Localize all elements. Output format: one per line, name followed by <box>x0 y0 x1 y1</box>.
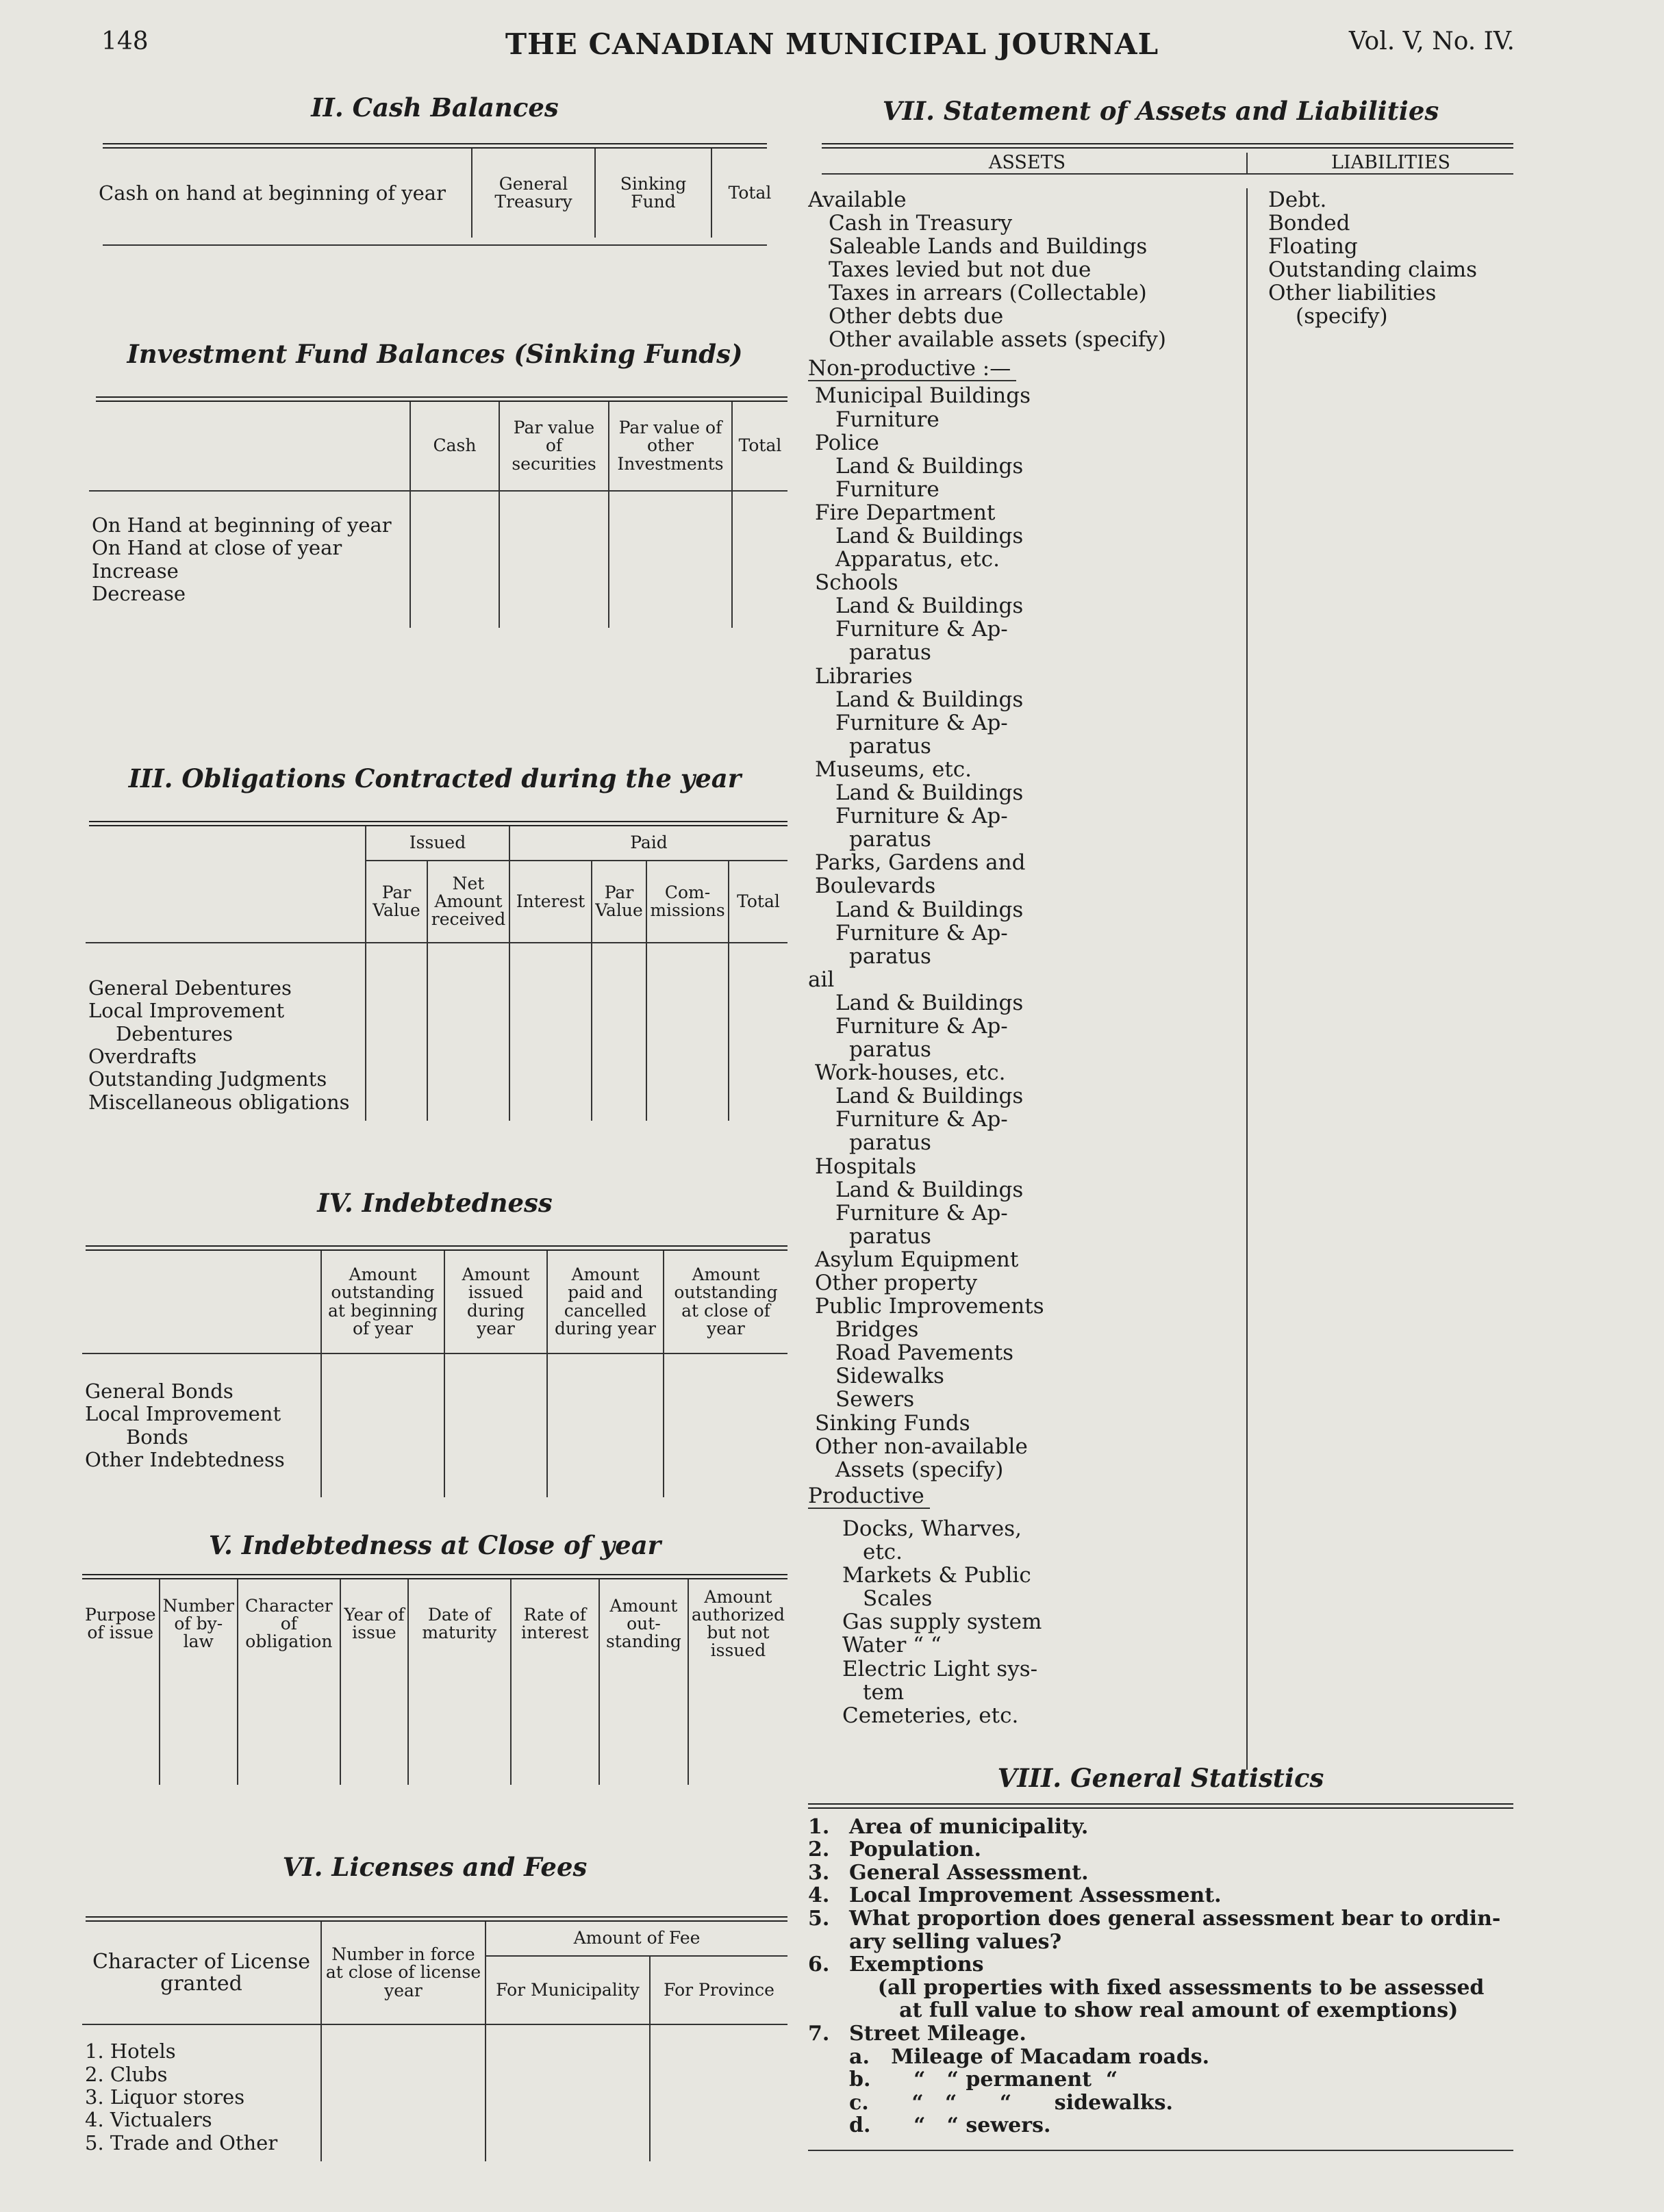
nonproductive-item: Sinking Funds <box>815 1410 970 1436</box>
page-number: 148 <box>101 27 149 55</box>
left-column <box>82 82 787 2161</box>
section-licenses-fees <box>82 1852 787 2161</box>
col-par-other: Par value of other Investments <box>609 402 732 491</box>
nonproductive-item: Police <box>815 430 879 455</box>
col-total: Total <box>738 435 782 456</box>
statistic-number: 4. <box>808 1883 830 1908</box>
nonproductive-item: Assets (specify) <box>835 1457 1004 1482</box>
col-province: For Province <box>664 1979 774 2000</box>
assets-liabilities-body <box>808 175 1513 1770</box>
nonproductive-item: Bridges <box>835 1317 919 1343</box>
section-title: III. Obligations Contracted during the year <box>128 763 742 793</box>
cash-balances-table <box>96 149 787 238</box>
statistic-number <box>808 2068 849 2092</box>
statistic-text: a. Mileage of Macadam roads. <box>849 2044 1210 2069</box>
col-outstanding: Amount out- standing <box>599 1579 688 1668</box>
nonproductive-item: Public Improvements <box>815 1294 1044 1319</box>
nonproductive-item: Land & Buildings <box>835 990 1024 1015</box>
section-obligations <box>82 763 787 1174</box>
statistic-item <box>808 1999 1513 2022</box>
row-labels: 1. Hotels 2. Clubs 3. Liquor stores 4. Victualers 5. Trade and Other <box>82 2024 321 2161</box>
col-par-value: Par Value <box>366 861 427 943</box>
col-issued: Amount issued during year <box>444 1251 547 1353</box>
group-fee: Amount of Fee <box>486 1922 787 1956</box>
nonproductive-list <box>808 384 1246 1481</box>
col-maturity: Date of maturity <box>408 1579 510 1668</box>
col-outstanding-close: Amount outstanding at close of year <box>674 1264 778 1338</box>
row-labels: General Bonds Local Improvement Bonds Other Indebtedness <box>82 1353 321 1497</box>
statistic-item <box>808 2046 1513 2069</box>
col-general-treasury: General Treasury <box>472 149 595 238</box>
statistic-number: 7. <box>808 2022 830 2046</box>
section-assets-liabilities <box>808 96 1513 1770</box>
row-labels: On Hand at beginning of year On Hand at close of year Increase Decrease <box>89 491 410 628</box>
nonproductive-item: Other non-available <box>815 1434 1028 1459</box>
statistic-text: d. “ “ sewers. <box>849 2113 1051 2138</box>
col-outstanding-beginning: Amount outstanding at beginning of year <box>321 1251 444 1353</box>
col-paid-cancelled: Amount paid and cancelled during year <box>547 1251 664 1353</box>
nonproductive-item: Land & Buildings <box>835 1084 1024 1109</box>
nonproductive-item: paratus <box>849 1037 931 1063</box>
nonproductive-item: Furniture & Ap- <box>835 710 1008 735</box>
section-indebtedness-close <box>82 1530 787 1845</box>
col-character: Character of License granted <box>82 1922 321 2024</box>
assets-liabilities-header <box>808 149 1513 173</box>
col-par-securities: Par value of securities <box>499 402 609 491</box>
investment-fund-table <box>89 402 787 628</box>
statistic-item <box>808 1838 1513 1861</box>
nonproductive-item: Land & Buildings <box>835 453 1024 479</box>
productive-item: Markets & Public <box>842 1563 1031 1588</box>
statistic-text: Exemptions <box>849 1953 984 1977</box>
nonproductive-item: Municipal Buildings <box>815 383 1031 409</box>
statistic-number: 2. <box>808 1838 830 1862</box>
nonproductive-item: paratus <box>849 1223 931 1249</box>
nonproductive-item: Furniture & Ap- <box>835 920 1008 945</box>
col-total: Total <box>728 182 772 203</box>
statistic-number <box>808 2046 849 2069</box>
statistic-text: at full value to show real amount of exemptions) <box>849 1998 1459 2023</box>
statistic-item <box>808 2022 1513 2046</box>
statistic-text: Street Mileage. <box>849 2022 1026 2046</box>
section-indebtedness <box>82 1188 787 1530</box>
statistic-number <box>808 2092 849 2115</box>
nonproductive-item: Land & Buildings <box>835 594 1024 619</box>
section-general-statistics <box>808 1763 1513 2151</box>
row-label: Cash on hand at beginning of year <box>96 149 472 238</box>
nonproductive-item: Road Pavements <box>835 1340 1014 1366</box>
nonproductive-item: Furniture & Ap- <box>835 1013 1008 1039</box>
nonproductive-item: Furniture & Ap- <box>835 617 1008 642</box>
col-character: Character of obligation <box>238 1579 340 1668</box>
nonproductive-item: paratus <box>849 827 931 852</box>
section-title: VIII. General Statistics <box>997 1762 1324 1793</box>
nonproductive-item: Museums, etc. <box>815 757 972 782</box>
statistic-number <box>808 1931 849 1954</box>
productive-item: Water “ “ <box>842 1633 942 1658</box>
general-statistics-list <box>808 1816 1513 2137</box>
col-par-value-paid: Par Value <box>592 861 646 943</box>
nonproductive-item: Sewers <box>835 1387 915 1412</box>
nonproductive-item: paratus <box>849 733 931 759</box>
assets-list: Available Cash in Treasury Saleable Lands and Buildings Taxes levied but not due Taxes in arrears (Collectable) Other debts due Other available assets (specify) Non-productive :— Municipal Buildings Furniture Police Land & Buildings Furniture Fire Department Land & Buildings Apparatus, etc. Schools Land & Buildings Furniture & Ap- paratus Libraries Land & Buildings Furniture & Ap- paratus Museums, etc. Land & Buildings Furniture & Ap- paratus Parks, Gardens and Boulevards Land & Buildings Furniture & Ap- paratus ail Land & Buildings Furniture & Ap- paratus Work-houses, etc. Land & Buildings Furniture & Ap- paratus Hospitals Land & Buildings Furniture & Ap- paratus Asylum Equipment Other property Public Improvements Bridges Road Pavements Sidewalks Sewers Sinking Funds Other non-available Assets (specify) Productive Docks, Wharves, etc. Markets & Public Scales Gas supply system Water “ “ Electric Light sys- tem Cemeteries, etc. <box>808 188 1248 1770</box>
nonproductive-item: Land & Buildings <box>835 687 1024 712</box>
section-title: II. Cash Balances <box>311 92 559 123</box>
group-paid: Paid <box>630 832 668 853</box>
statistic-item <box>808 1907 1513 1931</box>
col-interest: Interest <box>509 861 592 943</box>
statistic-number: 1. <box>808 1814 830 1839</box>
productive-item: etc. <box>863 1540 903 1565</box>
nonproductive-item: Furniture <box>835 407 940 432</box>
nonproductive-item: Land & Buildings <box>835 524 1024 548</box>
col-sinking-fund: Sinking Fund <box>595 149 711 238</box>
statistic-text: General Assessment. <box>849 1860 1089 1885</box>
col-purpose: Purpose of issue <box>82 1579 160 1668</box>
statistic-text: What proportion does general assessment bear to ordin- <box>849 1907 1501 1931</box>
nonproductive-item: paratus <box>849 640 931 665</box>
statistic-item <box>808 1953 1513 1976</box>
col-cash: Cash <box>410 402 499 491</box>
col-bylaw: Number of by-law <box>160 1579 238 1668</box>
productive-item: tem <box>863 1679 905 1705</box>
liabilities-heading: LIABILITIES <box>1331 152 1451 173</box>
col-net-amount: Net Amount received <box>427 861 509 943</box>
row-labels: General Debentures Local Improvement Debentures Overdrafts Outstanding Judgments Miscellaneous obligations <box>86 943 366 1121</box>
journal-title: THE CANADIAN MUNICIPAL JOURNAL <box>505 27 1159 61</box>
statistic-number: 6. <box>808 1953 830 1977</box>
nonproductive-item: Libraries <box>815 663 913 689</box>
indebtedness-table <box>82 1251 787 1497</box>
statistic-text: ary selling values? <box>849 1929 1062 1954</box>
licenses-table <box>82 1922 787 2161</box>
statistic-number <box>808 1999 849 2022</box>
nonproductive-heading: Non-productive :— <box>808 357 1016 381</box>
nonproductive-item: Asylum Equipment <box>815 1247 1019 1272</box>
col-commissions: Com- missions <box>646 861 729 943</box>
statistic-text: (all properties with fixed assessments to be assessed <box>849 1975 1485 2000</box>
section-title: Investment Fund Balances (Sinking Funds) <box>127 339 743 369</box>
nonproductive-item: Furniture & Ap- <box>835 1107 1008 1132</box>
statistic-item <box>808 1816 1513 1839</box>
nonproductive-item: Work-houses, etc. <box>815 1060 1006 1086</box>
statistic-item <box>808 1861 1513 1885</box>
indebtedness-close-table <box>82 1579 787 1785</box>
productive-list <box>808 1517 1246 1727</box>
statistic-number: 5. <box>808 1907 830 1931</box>
section-title: VI. Licenses and Fees <box>282 1852 588 1882</box>
nonproductive-item: paratus <box>849 1130 931 1156</box>
assets-heading: ASSETS <box>808 153 1248 173</box>
nonproductive-item: paratus <box>849 943 931 969</box>
nonproductive-item: Land & Buildings <box>835 1177 1024 1202</box>
nonproductive-item: Furniture & Ap- <box>835 804 1008 829</box>
statistic-text: b. “ “ permanent “ <box>849 2068 1118 2092</box>
statistic-item <box>808 2114 1513 2137</box>
statistic-text: Area of municipality. <box>849 1814 1089 1839</box>
productive-item: Electric Light sys- <box>842 1656 1038 1681</box>
nonproductive-item: Land & Buildings <box>835 897 1024 922</box>
obligations-table <box>86 826 787 1121</box>
statistic-item <box>808 1884 1513 1907</box>
col-municipality: For Municipality <box>486 1956 650 2024</box>
section-title: IV. Indebtedness <box>317 1188 553 1218</box>
statistic-text: Local Improvement Assessment. <box>849 1883 1222 1908</box>
col-year: Year of issue <box>340 1579 408 1668</box>
nonproductive-item: Boulevards <box>815 874 936 899</box>
nonproductive-item: Schools <box>815 570 898 596</box>
nonproductive-item: Hospitals <box>815 1154 917 1179</box>
statistic-number: 3. <box>808 1860 830 1885</box>
productive-item: Scales <box>863 1586 933 1612</box>
productive-item: Gas supply system <box>842 1610 1042 1635</box>
statistic-item <box>808 1931 1513 1954</box>
nonproductive-item: Apparatus, etc. <box>835 547 1000 572</box>
statistic-number <box>808 2114 849 2137</box>
productive-item: Docks, Wharves, <box>842 1516 1022 1541</box>
nonproductive-item: Other property <box>815 1271 978 1295</box>
section-title: VII. Statement of Assets and Liabilities <box>882 96 1439 126</box>
statistic-item <box>808 2092 1513 2115</box>
statistic-number <box>808 1976 849 2000</box>
section-cash-balances <box>82 92 787 312</box>
statistic-item <box>808 1976 1513 2000</box>
group-issued: Issued <box>366 826 509 861</box>
section-investment-fund <box>82 339 787 763</box>
liabilities-list: Debt. Bonded Floating Outstanding claims Other liabilities (specify) <box>1268 187 1478 329</box>
productive-heading: Productive <box>808 1484 930 1509</box>
nonproductive-item: Parks, Gardens and <box>815 850 1026 876</box>
col-number-in-force: Number in force at close of license year <box>321 1922 486 2024</box>
productive-item: Cemeteries, etc. <box>842 1703 1019 1728</box>
statistic-text: c. “ “ “ sidewalks. <box>849 2090 1173 2115</box>
col-total: Total <box>737 891 780 911</box>
nonproductive-item: Sidewalks <box>835 1364 944 1389</box>
statistic-text: Population. <box>849 1838 981 1862</box>
col-authorized: Amount authorized but not issued <box>691 1586 785 1661</box>
nonproductive-item: Furniture & Ap- <box>835 1200 1008 1225</box>
right-column <box>808 82 1513 2151</box>
nonproductive-item: Fire Department <box>815 500 996 525</box>
section-title: V. Indebtedness at Close of year <box>208 1530 661 1560</box>
volume-label: Vol. V, No. IV. <box>1348 27 1515 55</box>
col-rate: Rate of interest <box>511 1579 600 1668</box>
nonproductive-item: Land & Buildings <box>835 780 1024 806</box>
nonproductive-item: ail <box>808 967 835 992</box>
nonproductive-item: Furniture <box>835 476 940 502</box>
statistic-item <box>808 2068 1513 2092</box>
